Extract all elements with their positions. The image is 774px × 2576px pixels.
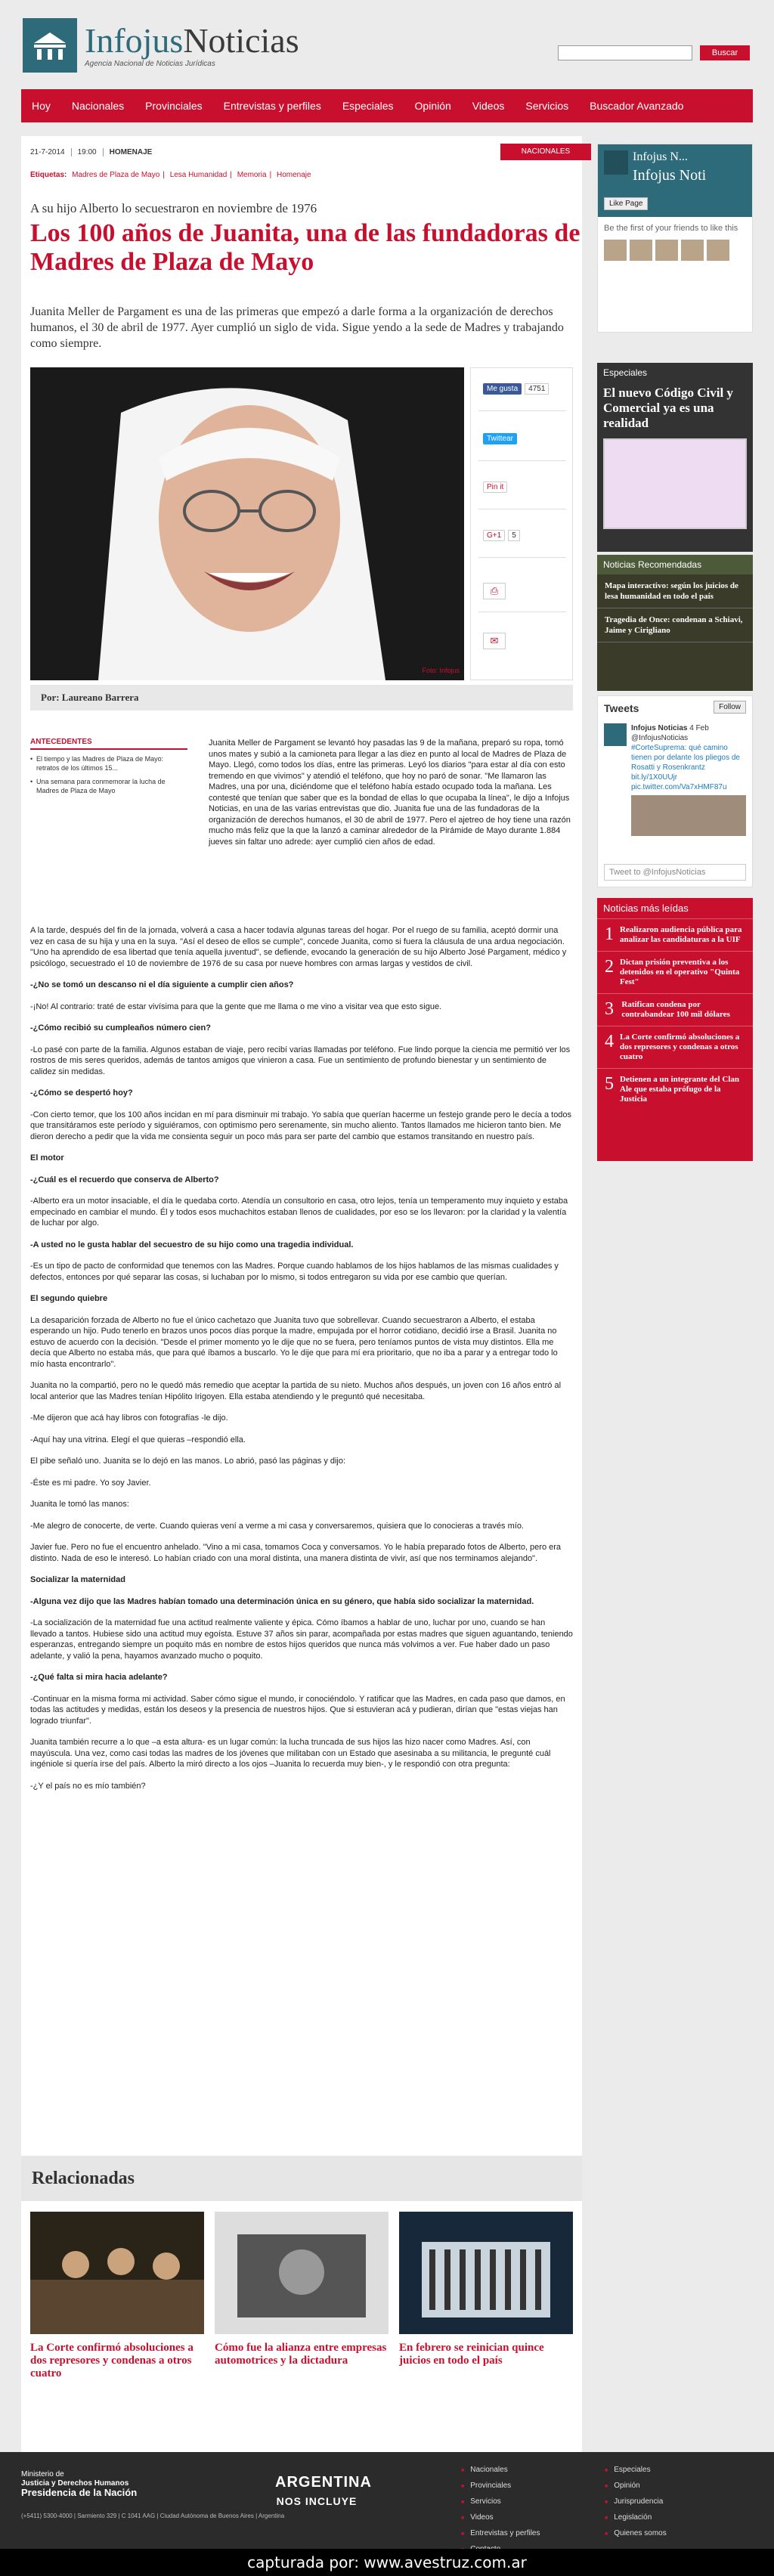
fb-text: Be the first of your friends to like this bbox=[604, 224, 738, 233]
logo-icon bbox=[23, 18, 77, 73]
tag-link[interactable]: Lesa Humanidad bbox=[169, 171, 228, 179]
question: -A usted no le gusta hablar del secuestro de su hijo como una tragedia individual. bbox=[30, 1240, 354, 1249]
article-title: Los 100 años de Juanita, una de las fundadoras de Madres de Plaza de Mayo bbox=[30, 219, 580, 276]
especiales-title: Especiales bbox=[597, 363, 753, 382]
related-row bbox=[21, 2201, 582, 2452]
site-header bbox=[0, 0, 774, 89]
fb-faces bbox=[598, 240, 752, 261]
article-paragraph: Juanita Meller de Pargament se levantó hoy pasadas las 9 de la mañana, preparó su ropa, tomó unos mates y subió a la camioneta para llegar a las diez en punto al local de Madres de Plaza de Mayo. Llegó, como todos los días, entre las primeras. Leyó los diarios "para estar al día con esto tremendo en que vivimos" y atendió el teléfono, que hoy no paró de sonar. "Me llamaron las Madres, una por una, diciéndome que el teléfono había estado ocupado toda la mañana. Les contesté que tenían que saber que es la bondad de ellas lo que ocupaba la línea", le dijo a Infojus Noticias, en una de las varias entrevistas que dio. Juanita fue una de las fundadoras de la organización de derechos humanos, el 30 de abril de 1977. Pero el ajetreo de hoy tiene una razón mucho más feliz que la que la lanzó a caminar alrededor de la Pirámide de Mayo durante 1.884 jueves sin faltar uno adrede: ayer cumplió cien años de edad. bbox=[209, 738, 571, 847]
brand-a: Infojus bbox=[85, 20, 184, 60]
subheading: El motor bbox=[30, 1153, 64, 1163]
footer-link[interactable]: ■ Especiales bbox=[605, 2463, 667, 2478]
tweet-image bbox=[631, 795, 746, 836]
question: -Alguna vez dijo que las Madres habían tomado una determinación única en su género, que había sido socializar la maternidad. bbox=[30, 1596, 534, 1606]
nav-servicios[interactable]: Servicios bbox=[525, 100, 569, 112]
footer-link[interactable]: ■ Entrevistas y perfiles bbox=[461, 2526, 540, 2542]
capture-watermark: capturada por: www.avestruz.com.ar bbox=[0, 2549, 774, 2576]
question: -¿No se tomó un descanso ni el día siguiente a cumplir cien años? bbox=[30, 980, 294, 989]
mas-leida-item[interactable]: 2 Dictan prisión preventiva a los detenidos en el operativo "Quinta Fest" bbox=[597, 951, 753, 993]
question: -¿Cuál es el recuerdo que conserva de Alberto? bbox=[30, 1175, 219, 1184]
article-kicker: A su hijo Alberto lo secuestraron en noviembre de 1976 bbox=[30, 201, 317, 215]
tweet-input[interactable]: Tweet to @InfojusNoticias bbox=[604, 864, 746, 881]
nav-opinion[interactable]: Opinión bbox=[414, 100, 451, 112]
footer-link[interactable]: ■ Provinciales bbox=[461, 2478, 540, 2494]
tags: Etiquetas: Madres de Plaza de Mayo | Lesa Humanidad | Memoria | Homenaje bbox=[30, 171, 311, 179]
byline: Por: Laureano Barrera bbox=[30, 685, 573, 711]
article-body bbox=[30, 925, 573, 1802]
ministry-line2: Justicia y Derechos Humanos bbox=[21, 2479, 129, 2488]
question: -¿Cómo recibió su cumpleaños número cien? bbox=[30, 1023, 211, 1033]
facebook-widget bbox=[597, 144, 753, 333]
fb-page-title[interactable]: Infojus N... bbox=[633, 150, 688, 163]
article-lead: Juanita Meller de Pargament es una de las primeras que empezó a darle forma a la organización de derechos humanos, el 30 de abril de 1977. Ayer cumplió un siglo de vida. Sigue yendo a la sede de Madres y trabajando como siempre. bbox=[30, 305, 564, 350]
print-icon[interactable]: ⎙ bbox=[483, 583, 506, 599]
fb-like-button[interactable]: Me gusta bbox=[483, 383, 522, 395]
footer-address: (+5411) 5300-4000 | Sarmiento 329 | C 1041 AAG | Ciudad Autónoma de Buenos Aires | Argentina bbox=[21, 2513, 285, 2519]
tagline: Agencia Nacional de Noticias Jurídicas bbox=[85, 59, 215, 68]
article-paragraph: -Con cierto temor, que los 100 años incidan en mí para disminuir mi trabajo. Yo sabía que querían hacerme un festejo grande pero le decía a todos que transitáramos este período y siguiéramos, con optimismo pero serenamente, sin mucho aliento. Tantos llamados me hicieron tanto bien. Me dieron derecho a pedir que la vida me consienta seguir un poco más para ser parte del cambio que estamos transitando en nuestro país. bbox=[30, 1110, 572, 1141]
nav-nacionales[interactable]: Nacionales bbox=[71, 100, 125, 112]
related-headline[interactable]: La Corte confirmó absoluciones a dos represores y condenas a otros cuatro bbox=[30, 2342, 194, 2379]
footer-link[interactable]: ■ Opinión bbox=[605, 2478, 667, 2494]
article-paragraph: -Me dijeron que acá hay libros con fotografías -le dijo. bbox=[30, 1413, 228, 1423]
mas-leida-headline[interactable]: Realizaron audiencia pública para analizar las candidaturas a la UIF bbox=[620, 925, 742, 944]
article-column bbox=[21, 136, 582, 2169]
argentina-line2: NOS INCLUYE bbox=[276, 2495, 358, 2507]
argentina-line1: ARGENTINA bbox=[275, 2474, 372, 2491]
related-headline[interactable]: En febrero se reinician quince juicios en todo el país bbox=[399, 2342, 544, 2367]
mas-leidas-title: Noticias más leídas bbox=[603, 903, 689, 914]
article-paragraph: -¡No! Al contrario: traté de estar vivísima para que la gente que me llama o me vino a visitar vea que esto sigue. bbox=[30, 1002, 442, 1011]
mas-leida-item[interactable]: 4 La Corte confirmó absoluciones a dos represores y condenas a otros cuatro bbox=[597, 1026, 753, 1068]
especiales-image[interactable] bbox=[603, 438, 747, 529]
article-paragraph: Juanita también recurre a lo que –a esta altura- es un lugar común: la lucha truncada de sus hijos las hizo nacer como Madres. Así, con mayúscula. Una vez, como casi todas las madres de los jóvenes que militaban con un Estado que asesinaba a su militancia, le pregunté cuál ingéniole si quería irse del país. Alberto la miró directo a los ojos –Juanita lo recuerda muy bien-, y le respondió con otra pregunta: bbox=[30, 1738, 551, 1769]
article-time: 19:00 bbox=[72, 148, 104, 156]
footer-link[interactable]: ■ Legislación bbox=[605, 2510, 667, 2526]
main-nav bbox=[21, 89, 753, 122]
article-paragraph: Juanita le tomó las manos: bbox=[30, 1500, 129, 1509]
subheading: Socializar la maternidad bbox=[30, 1575, 125, 1584]
gplus-count: 5 bbox=[508, 530, 520, 541]
antecedente-link[interactable]: • Una semana para conmemorar la lucha de Madres de Plaza de Mayo bbox=[30, 777, 187, 795]
tag-link[interactable]: Madres de Plaza de Mayo bbox=[72, 171, 160, 179]
nav-hoy[interactable]: Hoy bbox=[32, 100, 51, 112]
footer-link[interactable]: ■ Videos bbox=[461, 2510, 540, 2526]
fb-count: 4751 bbox=[525, 383, 549, 395]
tweet-handle: @InfojusNoticias bbox=[631, 734, 689, 742]
mas-leida-headline[interactable]: Dictan prisión preventiva a los detenidos en el operativo "Quinta Fest" bbox=[620, 958, 740, 986]
related-card[interactable] bbox=[215, 2212, 389, 2367]
related-card[interactable] bbox=[399, 2212, 573, 2367]
related-header bbox=[21, 2156, 582, 2201]
tweet bbox=[598, 720, 752, 795]
tweets-title: Tweets bbox=[604, 702, 639, 714]
tweet-user[interactable]: Infojus Noticias bbox=[631, 724, 688, 732]
tags-label: Etiquetas: bbox=[30, 171, 67, 179]
footer-link[interactable]: ■ Servicios bbox=[461, 2494, 540, 2510]
tweet-link[interactable]: bit.ly/1X0UUjr pic.twitter.com/Va7xHMF87u bbox=[631, 773, 727, 791]
footer-col-1 bbox=[461, 2463, 540, 2558]
nav-especiales[interactable]: Especiales bbox=[342, 100, 394, 112]
tweet-text[interactable]: #CorteSuprema: qué camino tienen por delante los pliegos de Rosatti y Rosenkrantz bbox=[631, 744, 740, 772]
article-paragraph: -Éste es mi padre. Yo soy Javier. bbox=[30, 1478, 151, 1488]
tag-link[interactable]: Homenaje bbox=[276, 171, 311, 179]
recomendadas-widget bbox=[597, 555, 753, 691]
mas-leida-item[interactable]: 5 Detienen a un integrante del Clan Ale que estaba prófugo de la Justicia bbox=[597, 1068, 753, 1110]
antecedentes-title: ANTECEDENTES bbox=[30, 738, 187, 750]
related-card[interactable] bbox=[30, 2212, 204, 2380]
article-paragraph: -Lo pasé con parte de la familia. Algunos estaban de viaje, pero recibí varias llamadas por teléfono. Fue lindo porque la ciencia me permitió ver los rostros de mis seres queridos, además de tantos amigos que vinieron a casa. Fue un sentimiento de profundo bienestar y un sentimiento de calidez sin medidas. bbox=[30, 1045, 571, 1076]
subheading: El segundo quiebre bbox=[30, 1294, 108, 1303]
article-date: 21-7-2014 bbox=[30, 148, 72, 156]
fb-logo-icon bbox=[604, 150, 628, 175]
search-button[interactable]: Buscar bbox=[700, 45, 750, 60]
twitter-widget bbox=[597, 695, 753, 887]
recomendadas-title: Noticias Recomendadas bbox=[597, 555, 753, 574]
twitter-follow-button[interactable]: Follow bbox=[714, 701, 746, 714]
article-paragraph: Juanita no la compartió, pero no le quedó más remedio que aceptar la partida de su nieto. Muchos años después, un joven con 16 años entró al local anterior que las Madres tenían Hipólito Irigoyen. Ella estaba atendiendo y le preguntó qué necesitaba. bbox=[30, 1381, 562, 1401]
mas-leida-headline[interactable]: Detienen a un integrante del Clan Ale que estaba prófugo de la Justicia bbox=[620, 1075, 739, 1104]
article-paragraph: -Me alegro de conocerte, de verte. Cuando quieras vení a verme a mi casa y conversaremos, quisiera que lo conocieras a través mío. bbox=[30, 1521, 524, 1531]
article-paragraph: El pibe señaló uno. Juanita se lo dejó en las manos. Lo abrió, pasó las páginas y dijo: bbox=[30, 1457, 346, 1466]
mas-leidas-widget bbox=[597, 898, 753, 1161]
tag-link[interactable]: Memoria bbox=[237, 171, 267, 179]
article-meta bbox=[30, 144, 591, 160]
brand-b: Noticias bbox=[183, 20, 299, 60]
related-headline[interactable]: Cómo fue la alianza entre empresas automotrices y la dictadura bbox=[215, 2342, 387, 2367]
mas-leida-headline[interactable]: La Corte confirmó absoluciones a dos represores y condenas a otros cuatro bbox=[620, 1033, 740, 1061]
recomendada-link[interactable]: Tragedia de Once: condenan a Schiavi, Jaime y Cirigliano bbox=[597, 608, 753, 642]
article-paragraph: -Es un tipo de pacto de conformidad que tenemos con las Madres. Porque cuando hablamos de los hijos hablamos de las mismas cualidades y defectos, entonces por qué separar las cosas, si luchaban por lo mismo, si todos entregaron su vida por ese cambio que querían. bbox=[30, 1262, 559, 1282]
search-form bbox=[558, 45, 750, 60]
fb-brand: Infojus Noti bbox=[633, 167, 707, 184]
related-image bbox=[215, 2212, 389, 2334]
related-image bbox=[30, 2212, 204, 2334]
mas-leida-item[interactable]: 1 Realizaron audiencia pública para analizar las candidaturas a la UIF bbox=[597, 918, 753, 951]
search-input[interactable] bbox=[558, 45, 692, 60]
section-badge[interactable]: NACIONALES bbox=[500, 144, 591, 160]
antecedente-link[interactable]: • El tiempo y las Madres de Plaza de Mayo: retratos de los últimos 15... bbox=[30, 754, 187, 772]
question: -¿Qué falta si mira hacia adelante? bbox=[30, 1673, 168, 1682]
pin-button[interactable]: Pin it bbox=[483, 481, 507, 493]
argentina-logo bbox=[275, 2473, 372, 2510]
article-section[interactable]: HOMENAJE bbox=[109, 147, 153, 156]
nav-buscador[interactable]: Buscador Avanzado bbox=[590, 100, 684, 112]
mas-leida-headline[interactable]: Ratifican condena por contrabandear 100 mil dólares bbox=[621, 1000, 730, 1019]
site-footer bbox=[0, 2452, 774, 2549]
nav-videos[interactable]: Videos bbox=[472, 100, 505, 112]
footer-link[interactable]: ■ Quienes somos bbox=[605, 2526, 667, 2542]
tweet-button[interactable]: Twittear bbox=[483, 433, 517, 444]
especiales-headline[interactable]: El nuevo Código Civil y Comercial ya es una realidad bbox=[603, 385, 733, 430]
article-paragraph: -Aquí hay una vitrina. Elegí el que quieras –respondió ella. bbox=[30, 1435, 246, 1444]
footer-link[interactable]: ■ Jurisprudencia bbox=[605, 2494, 667, 2510]
article-paragraph: -La socialización de la maternidad fue una actitud realmente valiente y épica. Cómo íbamos a hablar de uno, luchar por uno, cuando se han llevado a tantos. Hubiese sido una actitud muy egoísta. Estuve 37 años sin parar, acompañada por estas madres que siguen aguantando, teniendo esperanzas, entregando siempre un poquito más en nombre de estos hijos queridos que nunca más volvimos a ver. Fue haber dado un paso adelante, y valió la pena, hayamos avanzado mucho o poquito. bbox=[30, 1618, 573, 1661]
footer-link[interactable]: ■ Nacionales bbox=[461, 2463, 540, 2478]
antecedentes-box bbox=[30, 738, 187, 795]
nav-entrevistas[interactable]: Entrevistas y perfiles bbox=[223, 100, 321, 112]
article-paragraph: Javier fue. Pero no fue el encuentro anhelado. "Vino a mi casa, tomamos Coca y conversamos. Yo le había preparado fotos de Alberto, pero era distinto. Nada de eso le interesó. Lo habían criado con una moral distinta, una manera distinta de vivir, así que nos terminamos alejando". bbox=[30, 1543, 562, 1563]
article-paragraph: A la tarde, después del fin de la jornada, volverá a casa a hacer todavía algunas tareas del hogar. Por el ruego de su familia, aceptó dormir una vez en casa de su hija y una en la suya. "Así el deseo de ellos se cumple", concede Juanita, como si fuera la cláusula de una ardua negociación. "Uno ha aprendido de esa libertad que tenía aquella juventud", se defiende, evocando la generación de su hijo Alberto José Pargament, médico y psicólogo, secuestrado el 10 de noviembre de 1976 de su casa por nueve hombres con armas largas y vestidos de civil. bbox=[30, 926, 567, 968]
especiales-widget bbox=[597, 363, 753, 552]
site-logo[interactable] bbox=[23, 18, 299, 73]
avatar bbox=[604, 723, 627, 746]
related-image bbox=[399, 2212, 573, 2334]
recomendada-link[interactable]: Mapa interactivo: según los juicios de lesa humanidad en todo el país bbox=[597, 574, 753, 608]
article-paragraph: -Alberto era un motor insaciable, el día le quedaba corto. Atendía un consultorio en casa, otro lejos, tenía un temperamento muy inquieto y estaba empecinado en cambiar el mundo. Él y todos esos muchachitos estaban llenos de cualidades, por eso se los llevaron: por la claridad y la valentía de luchar por algo. bbox=[30, 1197, 568, 1228]
article-paragraph: La desaparición forzada de Alberto no fue el único cachetazo que Juanita tuvo que sobrellevar. Cuando secuestraron a Alberto, el estaba esperando un hijo. Pudo tenerlo en brazos unos pocos días porque la madre, empujada por el horror cotidiano, decidió irse a Brasil. Juanita no estuvo de acuerdo con la decisión. "Desde el primer momento yo le dije que no se fuera, pero teníamos puntos de vista muy distintos. Ella me decía que Alberto no estaba más, que para qué íbamos a buscarlo. Yo le dije que para mí era prioritario, que no iba a parar y a entregar todo lo mío hasta encontrarlo". bbox=[30, 1315, 558, 1369]
photo-credit: Foto: Infojus bbox=[422, 667, 460, 674]
mas-leida-item[interactable]: 3 Ratifican condena por contrabandear 100 mil dólares bbox=[597, 993, 753, 1026]
article-paragraph: -Continuar en la misma forma mi actividad. Saber cómo sigue el mundo, ir conociéndolo. Y ratificar que las Madres, en cada paso que damos, en todas las actitudes y medidas, están los deseos y la presencia de nuestros hijos. Que si estuvieran acá y pudieran, dirían que "estas viejas han logrado triunfar". bbox=[30, 1694, 565, 1726]
article-photo bbox=[30, 367, 464, 680]
tweet-date: 4 Feb bbox=[689, 724, 709, 732]
nav-provinciales[interactable]: Provinciales bbox=[145, 100, 203, 112]
related-title: Relacionadas bbox=[32, 2169, 135, 2188]
email-icon[interactable]: ✉ bbox=[483, 633, 506, 649]
share-panel bbox=[470, 367, 573, 680]
fb-like-page-button[interactable]: Like Page bbox=[604, 197, 648, 210]
article-paragraph: -¿Y el país no es mío también? bbox=[30, 1781, 146, 1791]
ministry-line3: Presidencia de la Nación bbox=[21, 2487, 138, 2498]
ministry-logo[interactable] bbox=[21, 2470, 137, 2497]
footer-col-2 bbox=[605, 2463, 667, 2542]
gplus-button[interactable]: G+1 bbox=[483, 530, 505, 541]
ministry-line1: Ministerio de bbox=[21, 2470, 64, 2478]
question: -¿Cómo se despertó hoy? bbox=[30, 1088, 133, 1098]
